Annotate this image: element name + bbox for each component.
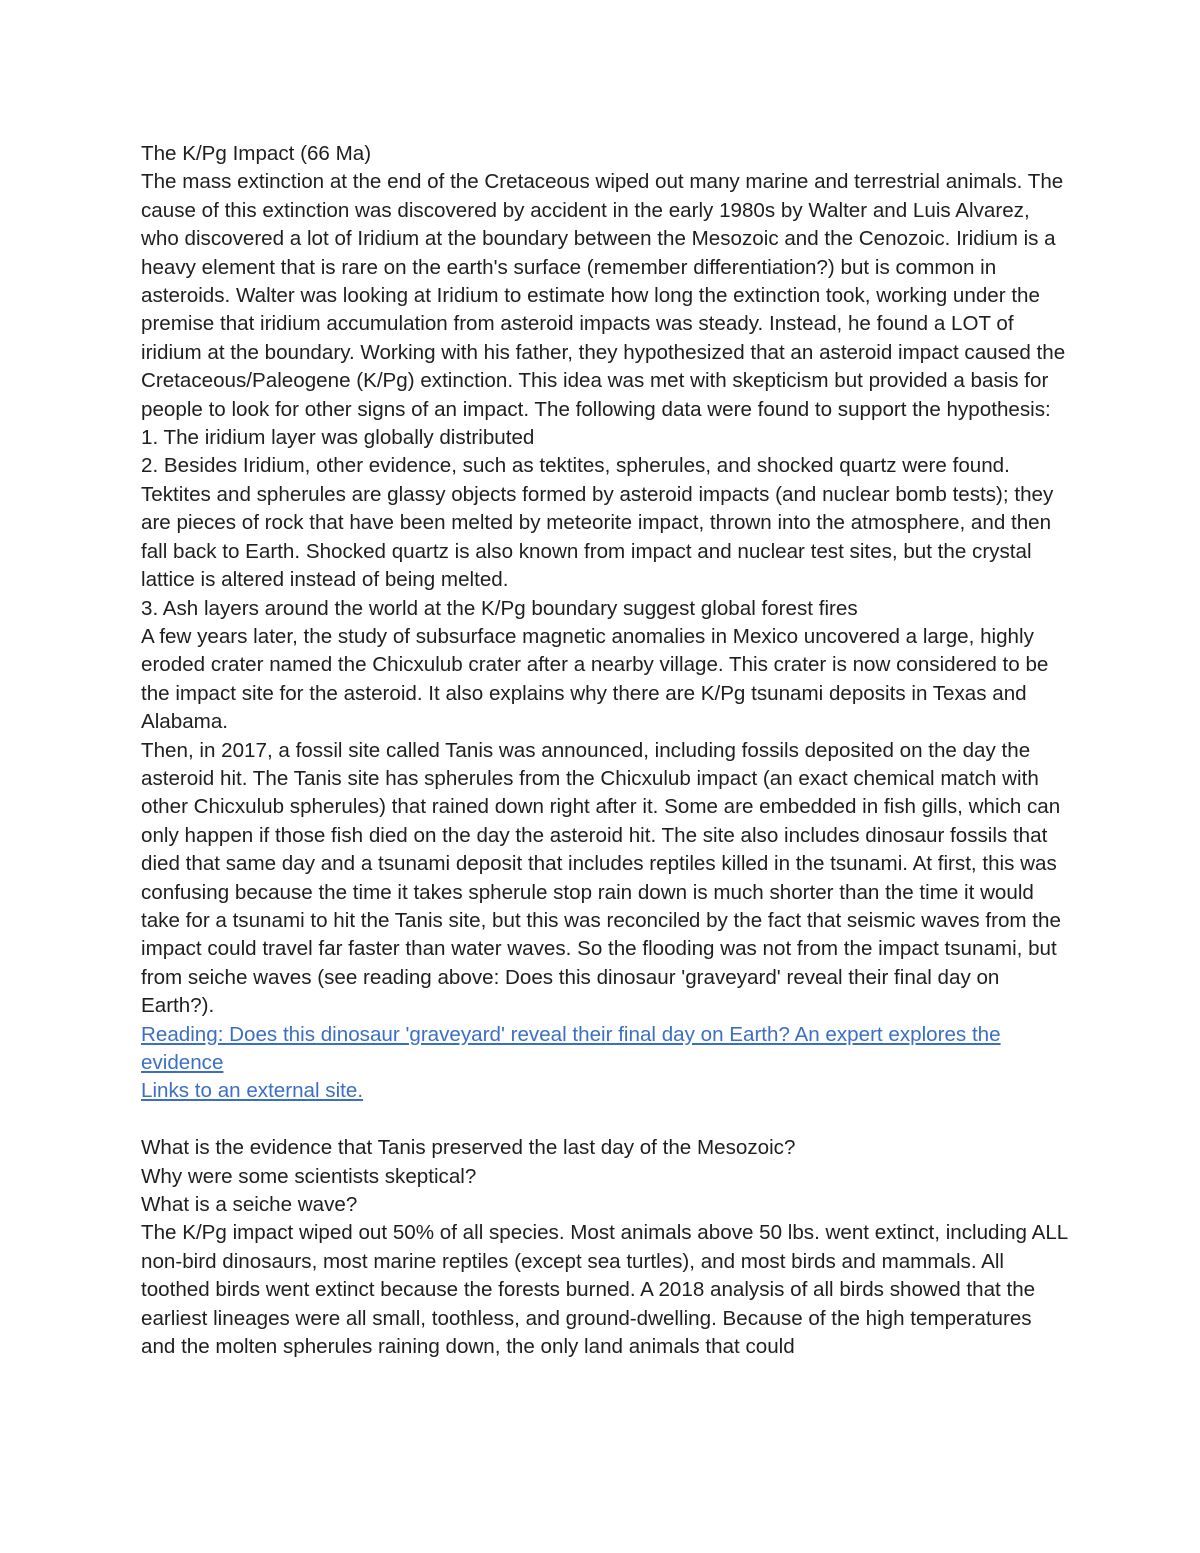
intro-paragraph: The mass extinction at the end of the Cretaceous wiped out many marine and terrestrial animals. The cause of this extinction was discovered by accident in the early 1980s by Walter and Luis Alvarez, who discovered a lot of Iridium at the boundary between the Mesozoic and the Cenozoic. Iridium is a heavy element that is rare on the earth's surface (remember differentiation?) but is common in asteroids. Walter was looking at Iridium to estimate how long the extinction took, working under the premise that iridium accumulation from asteroid impacts was steady. Instead, he found a LOT of iridium at the boundary. Working with his father, they hypothesized that an asteroid impact caused the Cretaceous/Paleogene (K/Pg) extinction. This idea was met with skepticism but provided a basis for people to look for other signs of an impact. The following data were found to support the hypothesis: [141,170,1066,421]
evidence-item-3: 3. Ash layers around the world at the K/Pg boundary suggest global forest fires [141,596,858,620]
question-3: What is a seiche wave? [141,1193,358,1217]
reading-link[interactable]: Reading: Does this dinosaur 'graveyard' reveal their final day on Earth? An expert explores the evidence [141,1022,1001,1074]
aftermath-paragraph: The K/Pg impact wiped out 50% of all species. Most animals above 50 lbs. went extinct, including ALL non-bird dinosaurs, most marine reptiles (except sea turtles), and most birds and mammals. All toothed birds went extinct because the forests burned. A 2018 analysis of all birds showed that the earliest lineages were all small, toothless, and ground-dwelling. Because of the high temperatures and the molten spherules raining down, the only land animals that could [141,1221,1068,1359]
blank-line [141,1106,1071,1134]
question-1: What is the evidence that Tanis preserved the last day of the Mesozoic? [141,1136,796,1160]
question-2: Why were some scientists skeptical? [141,1164,477,1188]
evidence-item-1: 1. The iridium layer was globally distributed [141,426,535,450]
chicxulub-paragraph: A few years later, the study of subsurface magnetic anomalies in Mexico uncovered a large, highly eroded crater named the Chicxulub crater after a nearby village. This crater is now considered to be the impact site for the asteroid. It also explains why there are K/Pg tsunami deposits in Texas and Alabama. [141,624,1049,734]
external-link-line [141,1077,1071,1105]
tanis-paragraph: Then, in 2017, a fossil site called Tanis was announced, including fossils deposited on the day the asteroid hit. The Tanis site has spherules from the Chicxulub impact (an exact chemical match with other Chicxulub spherules) that rained down right after it. Some are embedded in fish gills, which can only happen if those fish died on the day the asteroid hit. The site also includes dinosaur fossils that died that same day and a tsunami deposit that includes reptiles killed in the tsunami. At first, this was confusing because the time it takes spherule stop rain down is much shorter than the time it would take for a tsunami to hit the Tanis site, but this was reconciled by the fact that seismic waves from the impact could travel far faster than water waves. So the flooding was not from the impact tsunami, but from seiche waves (see reading above: Does this dinosaur 'graveyard' reveal their final day on Earth?). [141,738,1061,1018]
document-title: The K/Pg Impact (66 Ma) [141,142,372,165]
external-site-link[interactable]: Links to an external site. [141,1079,364,1103]
document-body [141,140,1071,1361]
evidence-item-2: 2. Besides Iridium, other evidence, such as tektites, spherules, and shocked quartz were found. Tektites and spherules are glassy objects formed by asteroid impacts (and nuclear bomb tests); they are pieces of rock that have been melted by meteorite impact, thrown into the atmosphere, and then fall back to Earth. Shocked quartz is also known from impact and nuclear test sites, but the crystal lattice is altered instead of being melted. [141,454,1054,592]
reading-link-line [141,1021,1071,1078]
